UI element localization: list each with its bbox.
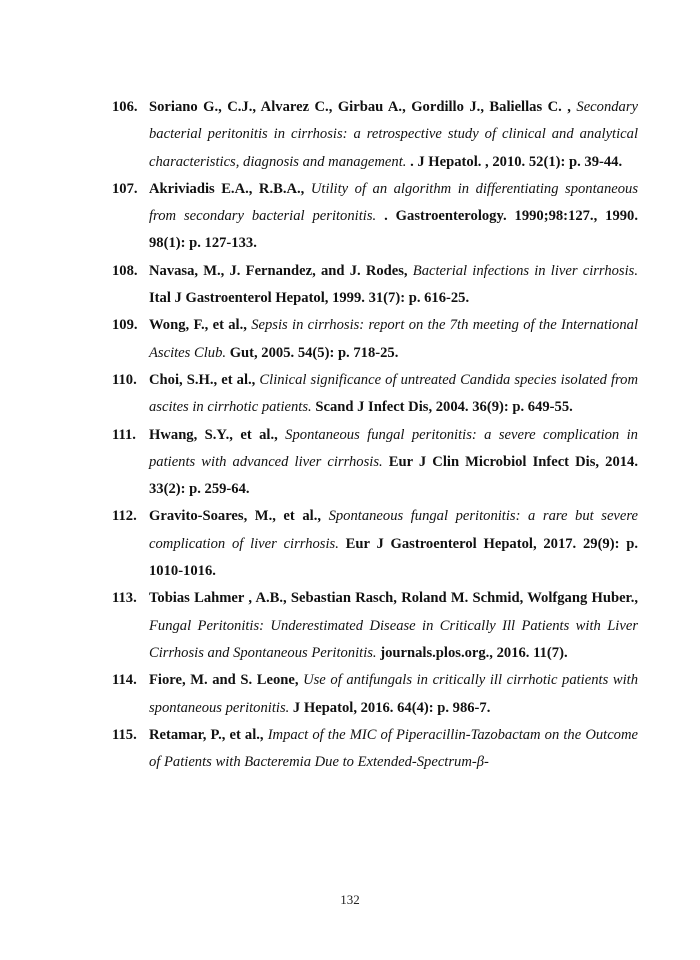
reference-source: J Hepatol, 2016. — [292, 699, 394, 716]
reference-authors: Wong, F., et al., — [149, 317, 247, 334]
reference-title: Spontaneous fungal peritonitis: a rare but severe complication of liver cirrhosis. — [149, 508, 638, 552]
reference-source: Ital J Gastroenterol Hepatol, 1999. — [149, 290, 365, 307]
reference-pages: : p. 616-25. — [400, 290, 470, 307]
reference-source: . Gastroenterology. 1990;98:127., 1990. — [384, 208, 638, 225]
reference-item — [112, 667, 638, 722]
reference-number: 112. — [112, 508, 137, 525]
reference-authors: Choi, S.H., et al., — [149, 371, 256, 388]
reference-authors: Gravito-Soares, M., et al., — [149, 508, 321, 525]
reference-title: Fungal Peritonitis: Underestimated Disease in Critically Ill Patients with Liver Cirrhosis and Spontaneous Peritonitis. — [149, 617, 638, 661]
reference-number: 107. — [112, 180, 138, 197]
reference-source: journals.plos.org., 2016. — [380, 644, 530, 661]
reference-volume: 54 — [297, 344, 313, 361]
reference-item — [112, 367, 638, 422]
reference-title: Bacterial infections in liver cirrhosis. — [412, 262, 638, 279]
reference-pages: : p. 718-25. — [329, 344, 399, 361]
reference-pages: : p. 39-44. — [560, 153, 623, 170]
reference-authors: Akriviadis E.A., R.B.A., — [149, 180, 305, 197]
reference-volume: 11 — [533, 644, 547, 661]
reference-volume: 98 — [149, 235, 164, 252]
reference-source: Scand J Infect Dis, 2004. — [315, 399, 469, 416]
reference-number: 108. — [112, 262, 138, 279]
reference-item — [112, 258, 638, 313]
reference-issue: (7) — [546, 644, 564, 661]
reference-issue: (1) — [543, 153, 561, 170]
reference-number: 106. — [112, 99, 138, 115]
reference-number: 111. — [112, 426, 136, 443]
reference-title: Clinical significance of untreated Candida species isolated from ascites in cirrhotic patients. — [149, 371, 638, 416]
reference-title: Spontaneous fungal peritonitis: a severe complication in patients with advanced liver cirrhosis. — [149, 426, 638, 470]
reference-title: Impact of the MIC of Piperacillin-Tazobactam on the Outcome of Patients with Bacteremia Due to Extended-Spectrum-β- — [149, 726, 638, 771]
reference-authors: Soriano G., C.J., Alvarez C., Girbau A., Gordillo J., Baliellas C. , — [149, 99, 571, 115]
reference-source: . J Hepatol. , 2010. — [410, 153, 526, 170]
reference-number: 109. — [112, 317, 138, 334]
reference-volume: 33 — [149, 481, 164, 498]
reference-item — [112, 94, 638, 176]
reference-item — [112, 176, 638, 258]
reference-volume: 52 — [528, 153, 544, 170]
reference-item — [112, 503, 638, 585]
reference-item — [112, 585, 638, 667]
reference-pages: : p. 986-7. — [428, 699, 491, 716]
reference-issue: (5) — [312, 344, 330, 361]
reference-authors: Fiore, M. and S. Leone, — [149, 672, 299, 689]
reference-issue: (2) — [163, 481, 181, 498]
reference-issue: (9) — [486, 399, 504, 416]
reference-title: Use of antifungals in critically ill cirrhotic patients with spontaneous peritonitis. — [149, 672, 638, 716]
reference-number: 114. — [112, 672, 137, 689]
page-number: 132 — [340, 892, 360, 907]
reference-volume: 29 — [582, 535, 598, 552]
reference-authors: Retamar, P., et al., — [149, 726, 264, 743]
reference-volume: 64 — [397, 699, 412, 716]
reference-source: Eur J Gastroenterol Hepatol, 2017. — [345, 535, 577, 552]
reference-item — [112, 422, 638, 504]
reference-number: 115. — [112, 726, 137, 743]
reference-source: Eur J Clin Microbiol Infect Dis, 2014. — [388, 453, 638, 470]
reference-title: Sepsis in cirrhosis: report on the 7th meeting of the International Ascites Club. — [149, 317, 638, 361]
reference-pages: . — [563, 644, 568, 661]
reference-number: 110. — [112, 371, 137, 388]
reference-pages: : p. 127-133. — [180, 235, 257, 252]
reference-authors: Navasa, M., J. Fernandez, and J. Rodes, — [149, 262, 408, 279]
reference-number: 113. — [112, 590, 137, 607]
reference-authors: Hwang, S.Y., et al., — [149, 426, 278, 443]
reference-volume: 31 — [368, 290, 384, 307]
reference-issue: (4) — [411, 699, 429, 716]
reference-title: Utility of an algorithm in differentiating spontaneous from secondary bacterial peritonitis. — [149, 180, 639, 225]
reference-issue: (1) — [163, 235, 181, 252]
reference-pages: : p. 259-64. — [180, 481, 250, 498]
reference-authors: Tobias Lahmer , A.B., Sebastian Rasch, Roland M. Schmid, Wolfgang Huber., — [149, 590, 638, 607]
reference-pages: : p. 1010-1016. — [149, 535, 638, 580]
reference-item — [112, 312, 638, 367]
reference-item — [112, 722, 638, 777]
reference-title: Secondary bacterial peritonitis in cirrhosis: a retrospective study of clinical and analytical characteristics, diagnosis and management. — [149, 99, 638, 170]
reference-source: Gut, 2005. — [229, 344, 295, 361]
reference-issue: (7) — [383, 290, 401, 307]
reference-pages: : p. 649-55. — [503, 399, 573, 416]
reference-list — [112, 94, 638, 776]
reference-volume: 36 — [472, 399, 487, 416]
reference-issue: (9) — [597, 535, 615, 552]
